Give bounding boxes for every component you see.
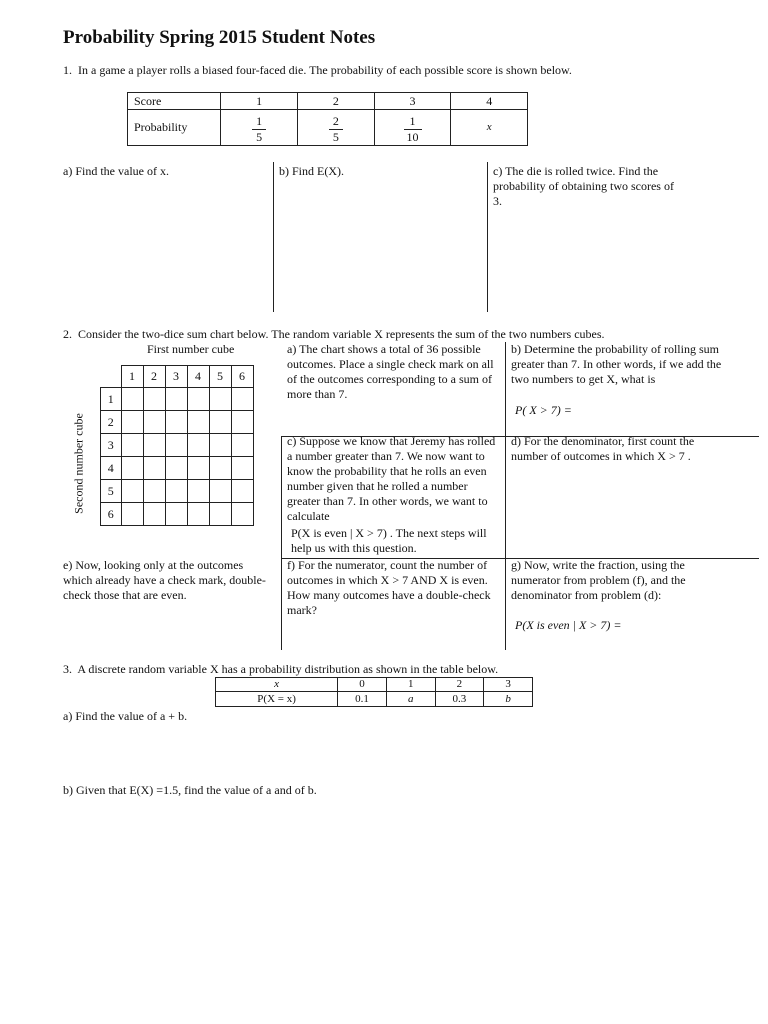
q1-prob-3-num: 1 <box>409 113 416 128</box>
q2-part-f: f) For the numerator, count the number of outcomes in which X > 7 AND X is even. How many outcomes have a double-check mark? <box>287 558 491 617</box>
col-header: 5 <box>209 366 231 388</box>
chart-cell[interactable] <box>231 434 253 457</box>
chart-cell[interactable] <box>165 480 187 503</box>
q2-part-a: a) The chart shows a total of 36 possible outcomes. Place a single check mark on all of the outcomes corresponding to a sum of more than 7. <box>287 342 494 401</box>
chart-cell[interactable] <box>121 480 143 503</box>
chart-cell[interactable] <box>165 411 187 434</box>
chart-cell[interactable] <box>121 411 143 434</box>
chart-cell[interactable] <box>143 503 165 526</box>
q2-number: 2. <box>63 327 72 341</box>
q1-part-b: b) Find E(X). <box>279 164 344 178</box>
chart-cell[interactable] <box>143 434 165 457</box>
row-header: 2 <box>101 411 122 434</box>
q3-p-label: P(X = x) <box>216 692 338 707</box>
chart-cell[interactable] <box>143 480 165 503</box>
col-header: 1 <box>121 366 143 388</box>
q2-divider-v1 <box>281 436 282 650</box>
q3-prompt <box>63 662 763 677</box>
chart-cell[interactable] <box>231 457 253 480</box>
q3-x-label: x <box>216 678 338 692</box>
chart-cell[interactable] <box>209 388 231 411</box>
q1-score-1: 1 <box>221 93 298 110</box>
q2-part-g: g) Now, write the fraction, using the numerator from problem (f), and the denominator from problem (d): <box>511 558 686 602</box>
q3-number: 3. <box>63 662 72 676</box>
chart-cell[interactable] <box>187 434 209 457</box>
q1-number: 1. <box>63 63 72 77</box>
q2-divider-v2 <box>505 342 506 650</box>
chart-cell[interactable] <box>187 503 209 526</box>
row-header: 1 <box>101 388 122 411</box>
q3-x-1: 1 <box>386 678 435 692</box>
q1-prob-3-den: 10 <box>406 129 419 144</box>
q2-prompt <box>63 327 763 342</box>
q3-p-2: 0.3 <box>435 692 484 707</box>
col-header: 4 <box>187 366 209 388</box>
chart-cell[interactable] <box>187 457 209 480</box>
chart-cell[interactable] <box>143 411 165 434</box>
chart-cell[interactable] <box>121 388 143 411</box>
q1-prob-2-den: 5 <box>332 129 339 144</box>
chart-cell[interactable] <box>165 388 187 411</box>
chart-cell[interactable] <box>209 480 231 503</box>
q2-part-c: c) Suppose we know that Jeremy has rolled a number greater than 7. We now want to know the probability that he rolls an even number given that he rolled a number greater than 7. In other words, we want to calculate <box>287 434 496 523</box>
q1-prob-4: x <box>451 110 528 146</box>
q1-prob-1-den: 5 <box>256 129 263 144</box>
q2-part-e: e) Now, looking only at the outcomes which already have a check mark, double-check those that are even. <box>63 558 266 602</box>
q1-part-c: c) The die is rolled twice. Find the probability of obtaining two scores of 3. <box>493 164 674 208</box>
q2-part-d: d) For the denominator, first count the number of outcomes in which X > 7 . <box>511 434 695 463</box>
chart-cell[interactable] <box>121 503 143 526</box>
q3-p-3: b <box>484 692 533 707</box>
chart-cell[interactable] <box>165 434 187 457</box>
q1-score-2: 2 <box>297 93 374 110</box>
q3-p-1: a <box>386 692 435 707</box>
q2-part-b-expr: P( X > 7) = <box>515 403 572 417</box>
row-header: 5 <box>101 480 122 503</box>
chart-cell[interactable] <box>165 503 187 526</box>
q1-score-4: 4 <box>451 93 528 110</box>
row-header: 4 <box>101 457 122 480</box>
q1-prob-label: Probability <box>128 110 221 146</box>
chart-cell[interactable] <box>209 411 231 434</box>
chart-cell[interactable] <box>143 457 165 480</box>
chart-cell[interactable] <box>121 434 143 457</box>
q1-table <box>127 92 528 146</box>
chart-cell[interactable] <box>187 411 209 434</box>
chart-cell[interactable] <box>231 411 253 434</box>
q1-divider-1 <box>273 162 274 312</box>
q1-prob-1 <box>221 110 298 146</box>
row-header: 3 <box>101 434 122 457</box>
chart-cell[interactable] <box>209 503 231 526</box>
chart-cell[interactable] <box>231 480 253 503</box>
chart-cell[interactable] <box>209 457 231 480</box>
chart-corner <box>101 366 122 388</box>
q1-prob-3 <box>374 110 451 146</box>
q1-prompt <box>63 63 572 78</box>
q3-p-0: 0.1 <box>338 692 387 707</box>
row-header: 6 <box>101 503 122 526</box>
col-header: 2 <box>143 366 165 388</box>
page-title: Probability Spring 2015 Student Notes <box>63 27 376 48</box>
q2-part-b: b) Determine the probability of rolling sum greater than 7. In other words, if we add the two numbers to get X, what is <box>511 342 722 386</box>
q3-x-3: 3 <box>484 678 533 692</box>
q3-part-b: b) Given that E(X) =1.5, find the value of a and of b. <box>63 783 317 797</box>
q3-part-a: a) Find the value of a + b. <box>63 709 188 723</box>
col-header: 6 <box>231 366 253 388</box>
q3-x-0: 0 <box>338 678 387 692</box>
chart-cell[interactable] <box>209 434 231 457</box>
dice-sum-chart <box>100 365 254 526</box>
chart-cell[interactable] <box>187 480 209 503</box>
q1-prob-1-num: 1 <box>256 113 263 128</box>
q1-part-a: a) Find the value of x. <box>63 164 169 178</box>
q2-part-g-expr: P(X is even | X > 7) = <box>515 618 622 632</box>
q3-prompt-text: A discrete random variable X has a probability distribution as shown in the table below. <box>77 662 499 676</box>
q1-prob-2-num: 2 <box>332 113 339 128</box>
q1-prompt-text: In a game a player rolls a biased four-faced die. The probability of each possible score is shown below. <box>78 63 572 77</box>
q1-score-3: 3 <box>374 93 451 110</box>
chart-cell[interactable] <box>143 388 165 411</box>
chart-cell[interactable] <box>165 457 187 480</box>
q2-part-c-expr: P(X is even | X > 7) . The next steps will help us with this question. <box>291 526 487 555</box>
q1-score-label: Score <box>128 93 221 110</box>
chart-cell[interactable] <box>231 388 253 411</box>
q1-divider-2 <box>487 162 488 312</box>
second-cube-label: Second number cube <box>71 413 86 514</box>
q2-prompt-text: Consider the two-dice sum chart below. The random variable X represents the sum of the two numbers cubes. <box>78 327 605 341</box>
q3-x-2: 2 <box>435 678 484 692</box>
q1-prob-2 <box>297 110 374 146</box>
col-header: 3 <box>165 366 187 388</box>
chart-cell[interactable] <box>231 503 253 526</box>
chart-cell[interactable] <box>187 388 209 411</box>
chart-cell[interactable] <box>121 457 143 480</box>
q3-table <box>215 677 533 707</box>
first-cube-label: First number cube <box>147 342 235 356</box>
